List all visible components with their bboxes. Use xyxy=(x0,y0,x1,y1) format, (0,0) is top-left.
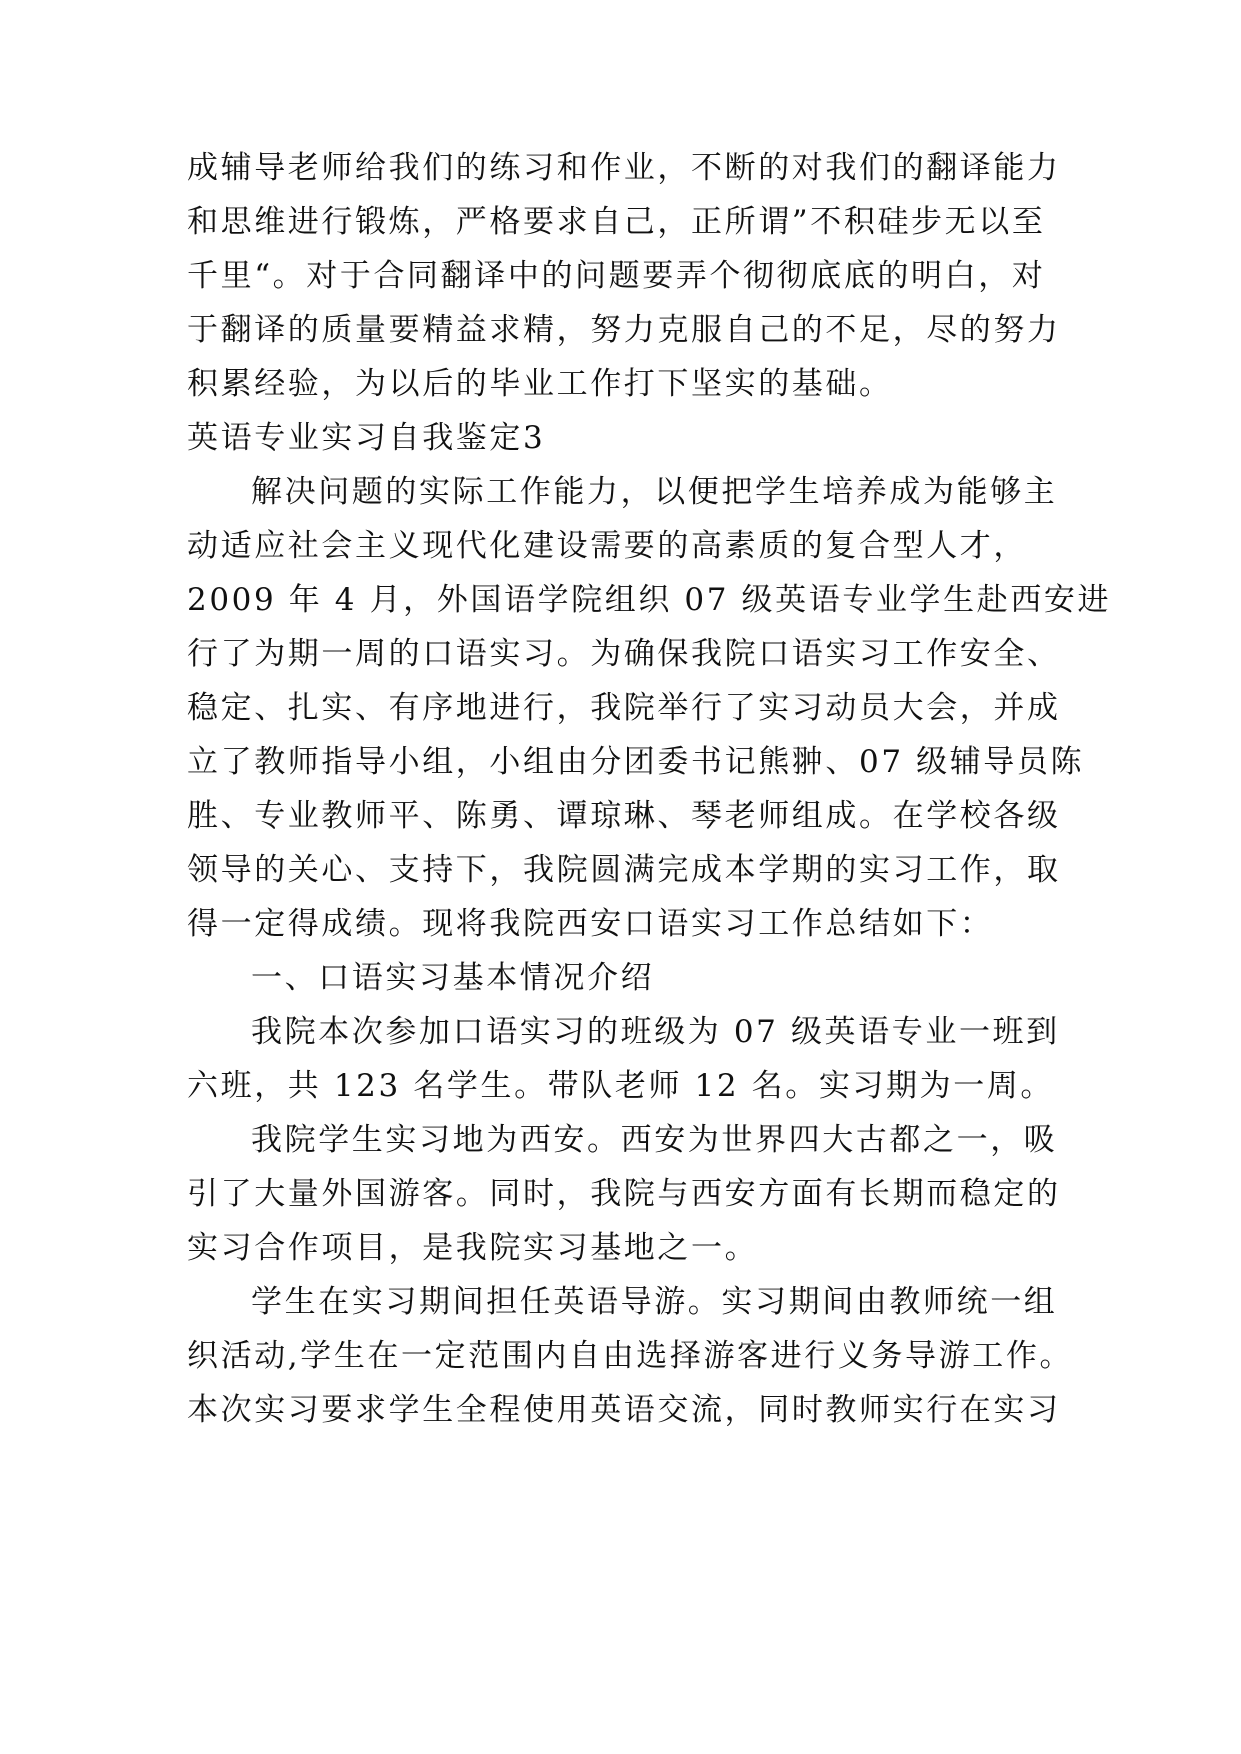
text-line: 积累经验，为以后的毕业工作打下坚实的基础。 xyxy=(187,366,893,402)
text-line: 成辅导老师给我们的练习和作业，不断的对我们的翻译能力 xyxy=(187,150,1061,186)
text-line: 和思维进行锻炼，严格要求自己，正所谓”不积硅步无以至 xyxy=(187,204,1046,240)
subsection-heading: 一、口语实习基本情况介绍 xyxy=(251,960,655,996)
text-line: 实习合作项目，是我院实习基地之一。 xyxy=(187,1230,759,1266)
text-line: 领导的关心、支持下，我院圆满完成本学期的实习工作，取 xyxy=(187,852,1061,888)
section-heading: 英语专业实习自我鉴定3 xyxy=(187,420,546,456)
text-line: 2009 年 4 月，外国语学院组织 07 级英语专业学生赴西安进 xyxy=(187,582,1112,618)
text-line: 织活动,学生在一定范围内自由选择游客进行义务导游工作。 xyxy=(187,1338,1074,1374)
text-line: 引了大量外国游客。同时，我院与西安方面有长期而稳定的 xyxy=(187,1176,1061,1212)
text-line: 千里“。对于合同翻译中的问题要弄个彻彻底底的明白，对 xyxy=(187,258,1046,294)
text-line: 六班，共 123 名学生。带队老师 12 名。实习期为一周。 xyxy=(187,1068,1055,1104)
text-line: 行了为期一周的口语实习。为确保我院口语实习工作安全、 xyxy=(187,636,1061,672)
text-line: 稳定、扎实、有序地进行，我院举行了实习动员大会，并成 xyxy=(187,690,1061,726)
text-line: 我院本次参加口语实习的班级为 07 级英语专业一班到 xyxy=(251,1014,1060,1050)
text-line: 得一定得成绩。现将我院西安口语实习工作总结如下： xyxy=(187,906,994,942)
text-line: 我院学生实习地为西安。西安为世界四大古都之一，吸 xyxy=(251,1122,1058,1158)
text-line: 本次实习要求学生全程使用英语交流，同时教师实行在实习 xyxy=(187,1392,1061,1428)
text-line: 胜、专业教师平、陈勇、谭琼琳、琴老师组成。在学校各级 xyxy=(187,798,1061,834)
text-line: 动适应社会主义现代化建设需要的高素质的复合型人才， xyxy=(187,528,1027,564)
text-line: 学生在实习期间担任英语导游。实习期间由教师统一组 xyxy=(251,1284,1058,1320)
text-line: 立了教师指导小组，小组由分团委书记熊翀、07 级辅导员陈 xyxy=(187,744,1085,780)
text-line: 于翻译的质量要精益求精，努力克服自己的不足，尽的努力 xyxy=(187,312,1061,348)
text-line: 解决问题的实际工作能力，以便把学生培养成为能够主 xyxy=(251,474,1058,510)
